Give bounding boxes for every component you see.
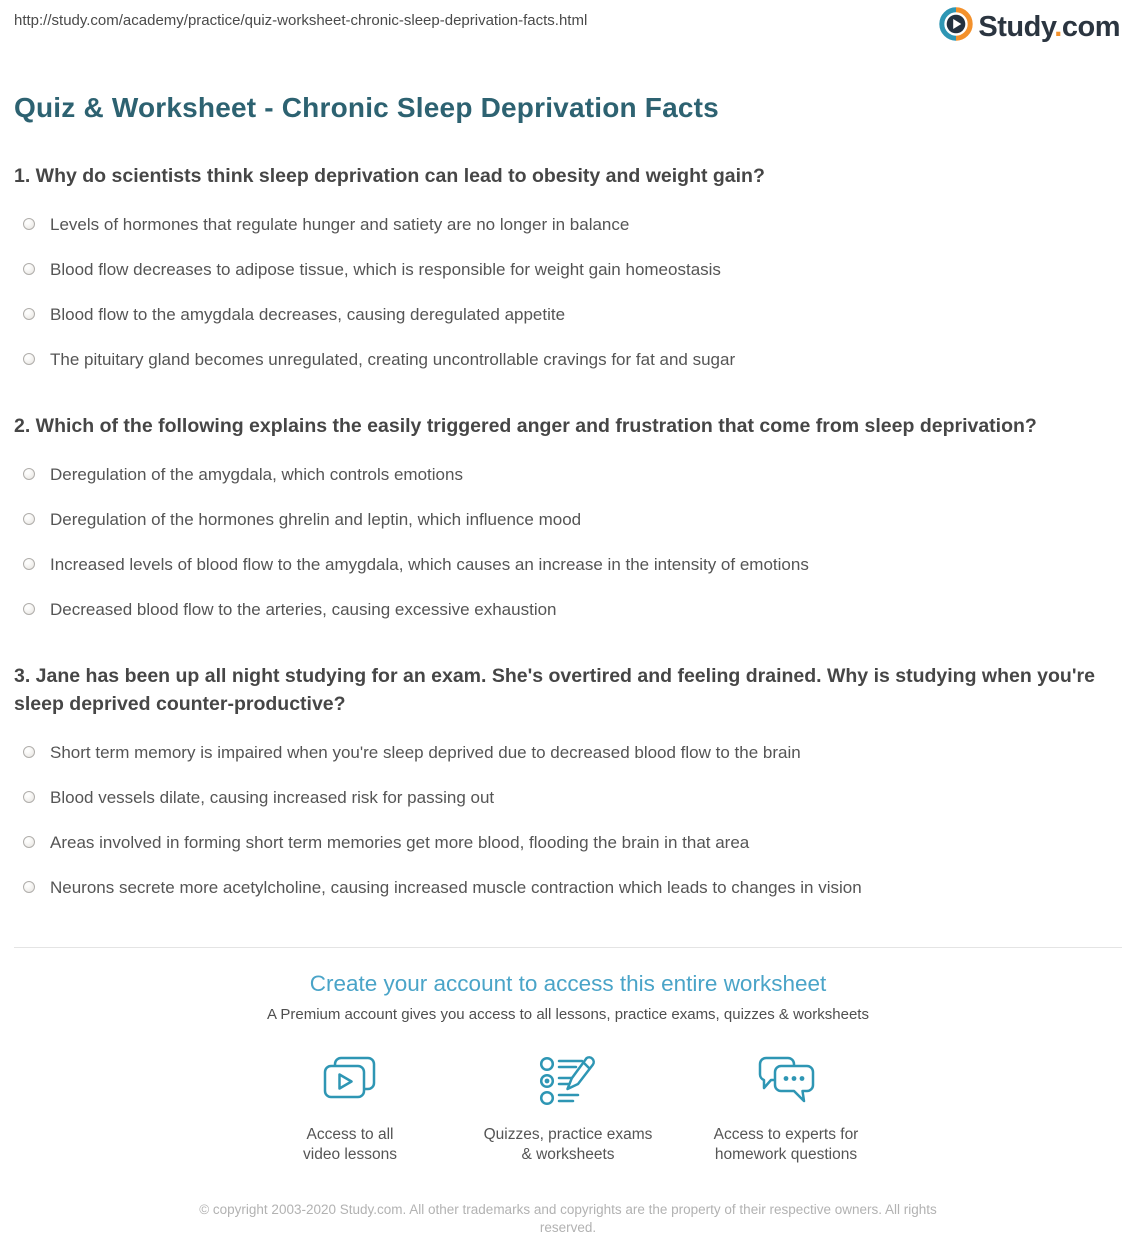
feature-label: Quizzes, practice exams & worksheets — [483, 1126, 653, 1163]
feature-quizzes-worksheets — [467, 1055, 669, 1165]
option-label: Short term memory is impaired when you're sleep deprived due to decreased blood flow to the brain — [50, 743, 801, 762]
feature-video-lessons — [249, 1055, 451, 1165]
option-label: Blood flow decreases to adipose tissue, which is responsible for weight gain homeostasis — [50, 260, 721, 279]
option-label: Blood vessels dilate, causing increased risk for passing out — [50, 788, 495, 807]
chat-experts-icon — [685, 1055, 887, 1113]
copyright-notice: © copyright 2003-2020 Study.com. All other trademarks and copyrights are the property of their respective owners. All rights reserved. — [199, 1202, 937, 1235]
quizzes-worksheets-icon — [467, 1055, 669, 1113]
answer-option[interactable] — [14, 599, 1122, 620]
answer-option[interactable] — [14, 877, 1122, 898]
radio-button[interactable] — [23, 558, 35, 570]
features-row — [14, 1055, 1122, 1165]
premium-subheading: A Premium account gives you access to all lessons, practice exams, quizzes & worksheets — [267, 1006, 869, 1023]
option-label: Neurons secrete more acetylcholine, causing increased muscle contraction which leads to changes in vision — [50, 878, 862, 897]
radio-button[interactable] — [23, 513, 35, 525]
answer-option[interactable] — [14, 304, 1122, 325]
radio-button[interactable] — [23, 836, 35, 848]
logo-wordmark: Study.com — [978, 10, 1120, 43]
question-text: 3. Jane has been up all night studying for an exam. She's overtired and feeling drained. Why is studying when you're sleep deprived counter-productive? — [14, 665, 1095, 715]
cta-section — [14, 948, 1122, 1165]
option-label: Increased levels of blood flow to the amygdala, which causes an increase in the intensity of emotions — [50, 555, 809, 574]
question-text: 2. Which of the following explains the easily triggered anger and frustration that come from sleep deprivation? — [14, 415, 1037, 437]
header — [14, 0, 1122, 48]
radio-button[interactable] — [23, 746, 35, 758]
radio-button[interactable] — [23, 468, 35, 480]
video-lessons-icon — [249, 1055, 451, 1113]
option-label: Areas involved in forming short term memories get more blood, flooding the brain in that area — [50, 833, 750, 852]
radio-button[interactable] — [23, 218, 35, 230]
play-circle-icon — [939, 7, 973, 46]
page-url: http://study.com/academy/practice/quiz-worksheet-chronic-sleep-deprivation-facts.html — [14, 12, 588, 29]
feature-label: Access to experts for homework questions — [713, 1126, 859, 1163]
answer-option[interactable] — [14, 787, 1122, 808]
answer-option[interactable] — [14, 214, 1122, 235]
page-title: Quiz & Worksheet - Chronic Sleep Deprivation Facts — [14, 92, 719, 123]
answer-option[interactable] — [14, 742, 1122, 763]
option-label: Blood flow to the amygdala decreases, causing deregulated appetite — [50, 305, 566, 324]
answer-option[interactable] — [14, 259, 1122, 280]
radio-button[interactable] — [23, 263, 35, 275]
radio-button[interactable] — [23, 353, 35, 365]
answer-option[interactable] — [14, 509, 1122, 530]
option-label: The pituitary gland becomes unregulated, creating uncontrollable cravings for fat and sugar — [50, 350, 736, 369]
option-label: Deregulation of the hormones ghrelin and leptin, which influence mood — [50, 510, 582, 529]
option-label: Deregulation of the amygdala, which controls emotions — [50, 465, 463, 484]
feature-label: Access to all video lessons — [303, 1126, 397, 1163]
radio-button[interactable] — [23, 791, 35, 803]
radio-button[interactable] — [23, 308, 35, 320]
feature-homework-experts — [685, 1055, 887, 1165]
question-2 — [14, 412, 1122, 620]
create-account-link[interactable]: Create your account to access this entire worksheet — [309, 971, 827, 996]
answer-option[interactable] — [14, 832, 1122, 853]
question-1 — [14, 162, 1122, 370]
radio-button[interactable] — [23, 603, 35, 615]
quiz-worksheet — [14, 162, 1122, 898]
option-label: Decreased blood flow to the arteries, causing excessive exhaustion — [50, 600, 557, 619]
answer-option[interactable] — [14, 349, 1122, 370]
option-label: Levels of hormones that regulate hunger and satiety are no longer in balance — [50, 215, 630, 234]
studycom-logo[interactable] — [939, 7, 1120, 46]
question-text: 1. Why do scientists think sleep deprivation can lead to obesity and weight gain? — [14, 165, 765, 187]
radio-button[interactable] — [23, 881, 35, 893]
answer-option[interactable] — [14, 464, 1122, 485]
question-3 — [14, 662, 1122, 898]
answer-option[interactable] — [14, 554, 1122, 575]
